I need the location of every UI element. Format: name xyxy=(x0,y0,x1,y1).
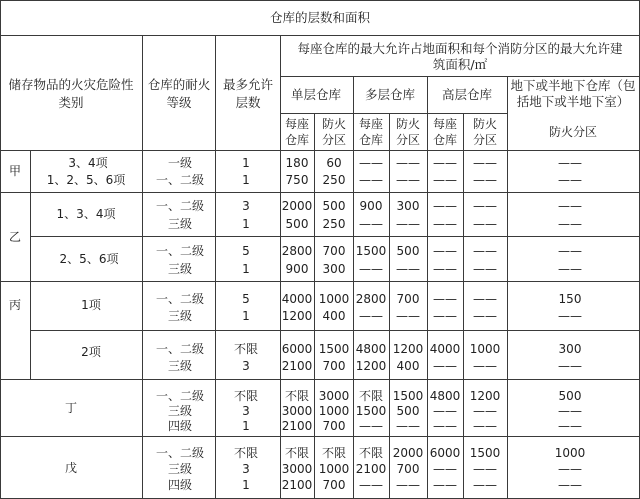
subheader-single-zone-1: 防火 xyxy=(321,117,347,131)
cell-yi_a1-m_b: 900 xyxy=(359,199,383,213)
cell-yi_a1-s_z: 500 xyxy=(322,199,346,213)
subheader-multi-building-1: 每座 xyxy=(358,117,384,131)
category-yi: 乙 xyxy=(8,230,22,244)
cell-jia_b-h_z: —— xyxy=(473,173,497,187)
rule-ding-bottom xyxy=(0,436,640,437)
cell-yi_b1-s_z: 700 xyxy=(322,244,346,258)
rule-header-bottom xyxy=(0,150,640,151)
cell-jia_b-s_b: 750 xyxy=(285,173,309,187)
rule-category-split xyxy=(30,150,31,379)
cell-ding_3-rating: 四级 xyxy=(167,419,193,433)
rule-multi-split xyxy=(389,113,390,499)
cell-bing_a2-u: —— xyxy=(558,309,582,323)
cell-bing_a2-m_z: —— xyxy=(396,309,420,323)
cell-wu_3-rating: 四级 xyxy=(167,478,193,492)
header-multi-story: 多层仓库 xyxy=(364,87,416,102)
cell-jia_a-h_z: —— xyxy=(473,156,497,170)
cell-yi_b2-s_z: 300 xyxy=(322,262,346,276)
item-bing-b: 2项 xyxy=(81,345,101,359)
cell-ding_2-rating: 三级 xyxy=(167,404,193,418)
cell-yi_b1-m_z: 500 xyxy=(396,244,420,258)
cell-yi_b2-m_z: —— xyxy=(396,262,420,276)
category-jia: 甲 xyxy=(8,164,22,178)
cell-bing_a1-u: 150 xyxy=(558,292,582,306)
cell-yi_b2-m_b: —— xyxy=(359,262,383,276)
cell-bing_b2-floors: 3 xyxy=(242,359,250,373)
cell-bing_a1-h_z: —— xyxy=(473,292,497,306)
cell-yi_a2-s_b: 500 xyxy=(285,217,309,231)
cell-yi_b2-rating: 三级 xyxy=(167,262,193,276)
rule-bing-bottom xyxy=(0,379,640,380)
header-underground-line1: 地下或半地下仓库（包 xyxy=(510,78,636,93)
cell-wu_1-rating: 一、二级 xyxy=(155,446,205,460)
header-underground-line2: 括地下或半地下室） xyxy=(516,94,630,109)
cell-wu_1-h_b: 6000 xyxy=(429,446,461,460)
cell-yi_a2-u: —— xyxy=(558,217,582,231)
cell-yi_a2-m_z: —— xyxy=(396,217,420,231)
rule-single-split xyxy=(314,113,315,499)
cell-wu_2-s_b: 3000 xyxy=(281,462,313,476)
cell-jia_a-u: —— xyxy=(558,156,582,170)
cell-ding_1-s_b: 不限 xyxy=(284,389,310,403)
cell-jia_b-h_b: —— xyxy=(433,173,457,187)
cell-ding_2-h_b: —— xyxy=(433,404,457,418)
cell-bing_a1-floors: 5 xyxy=(242,292,250,306)
cell-bing_b1-h_b: 4000 xyxy=(429,342,461,356)
cell-yi_b1-floors: 5 xyxy=(242,244,250,258)
cell-yi_a1-u: —— xyxy=(558,199,582,213)
cell-wu_2-m_z: 700 xyxy=(396,462,420,476)
cell-ding_3-m_b: —— xyxy=(359,419,383,433)
cell-ding_3-m_z: —— xyxy=(396,419,420,433)
cell-bing_b1-s_b: 6000 xyxy=(281,342,313,356)
cell-ding_2-s_b: 3000 xyxy=(281,404,313,418)
rule-col-rating xyxy=(142,35,143,499)
cell-wu_3-h_b: —— xyxy=(433,478,457,492)
cell-yi_b2-floors: 1 xyxy=(242,262,250,276)
subheader-multi-building-2: 仓库 xyxy=(358,133,384,147)
cell-wu_1-m_b: 不限 xyxy=(358,446,384,460)
cell-jia_b-u: —— xyxy=(558,173,582,187)
cell-bing_b1-h_z: 1000 xyxy=(469,342,501,356)
cell-ding_3-s_z: 700 xyxy=(322,419,346,433)
cell-bing_a2-s_b: 1200 xyxy=(281,309,313,323)
item-yi-b: 2、5、6项 xyxy=(59,252,119,266)
cell-yi_b2-h_b: —— xyxy=(433,262,457,276)
cell-yi_a1-h_b: —— xyxy=(433,199,457,213)
header-category-line2: 类别 xyxy=(58,95,84,110)
cell-wu_3-m_b: —— xyxy=(359,478,383,492)
cell-jia_a-s_b: 180 xyxy=(285,156,309,170)
cell-yi_b1-rating: 一、二级 xyxy=(155,244,205,258)
cell-yi_a1-h_z: —— xyxy=(473,199,497,213)
cell-ding_2-m_b: 1500 xyxy=(355,404,387,418)
subheader-single-building-1: 每座 xyxy=(284,117,310,131)
header-rating-line1: 仓库的耐火 xyxy=(147,77,211,92)
header-single-story: 单层仓库 xyxy=(290,87,342,102)
rule-area-header xyxy=(280,76,640,77)
cell-jia_a-m_b: —— xyxy=(359,156,383,170)
cell-wu_2-h_z: —— xyxy=(473,462,497,476)
cell-wu_1-m_z: 2000 xyxy=(392,446,424,460)
cell-jia_b-m_b: —— xyxy=(359,173,383,187)
cell-bing_b1-rating: 一、二级 xyxy=(155,342,205,356)
category-bing: 丙 xyxy=(8,298,22,312)
subheader-single-building-2: 仓库 xyxy=(284,133,310,147)
cell-bing_a1-rating: 一、二级 xyxy=(155,292,205,306)
cell-wu_3-floors: 1 xyxy=(242,478,250,492)
subheader-underground-zone: 防火分区 xyxy=(548,125,598,139)
subheader-high-building-2: 仓库 xyxy=(432,133,458,147)
item-yi-a: 1、3、4项 xyxy=(56,207,116,221)
cell-wu_3-s_b: 2100 xyxy=(281,478,313,492)
item-jia-b: 1、2、5、6项 xyxy=(46,173,126,187)
cell-bing_b1-floors: 不限 xyxy=(233,342,259,356)
cell-bing_b2-m_b: 1200 xyxy=(355,359,387,373)
cell-ding_1-h_z: 1200 xyxy=(469,389,501,403)
cell-yi_a2-s_z: 250 xyxy=(322,217,346,231)
rule-col-high xyxy=(427,76,428,499)
cell-ding_1-rating: 一、二级 xyxy=(155,389,205,403)
cell-bing_b1-s_z: 1500 xyxy=(318,342,350,356)
cell-bing_a1-h_b: —— xyxy=(433,292,457,306)
subheader-multi-zone-2: 分区 xyxy=(395,133,421,147)
cell-bing_b1-m_b: 4800 xyxy=(355,342,387,356)
cell-bing_b2-u: —— xyxy=(558,359,582,373)
cell-bing_b2-s_b: 2100 xyxy=(281,359,313,373)
cell-yi_a2-h_z: —— xyxy=(473,217,497,231)
subheader-high-zone-2: 分区 xyxy=(472,133,498,147)
header-high-rise: 高层仓库 xyxy=(441,87,493,102)
cell-ding_1-m_z: 1500 xyxy=(392,389,424,403)
cell-yi_b1-h_z: —— xyxy=(473,244,497,258)
header-floors-line2: 层数 xyxy=(235,95,261,110)
cell-wu_1-s_z: 不限 xyxy=(321,446,347,460)
cell-bing_b1-u: 300 xyxy=(558,342,582,356)
category-ding: 丁 xyxy=(64,401,78,415)
cell-bing_a1-m_z: 700 xyxy=(396,292,420,306)
cell-bing_b2-h_z: —— xyxy=(473,359,497,373)
cell-wu_3-s_z: 700 xyxy=(322,478,346,492)
cell-jia_b-m_z: —— xyxy=(396,173,420,187)
cell-ding_3-floors: 1 xyxy=(242,419,250,433)
cell-ding_1-floors: 不限 xyxy=(233,389,259,403)
cell-jia_a-h_b: —— xyxy=(433,156,457,170)
cell-bing_b2-m_z: 400 xyxy=(396,359,420,373)
table-title: 仓库的层数和面积 xyxy=(269,10,371,25)
cell-ding_2-floors: 3 xyxy=(242,404,250,418)
header-category-line1: 储存物品的火灾危险性 xyxy=(8,77,134,92)
cell-wu_3-u: —— xyxy=(558,478,582,492)
cell-bing_a2-rating: 三级 xyxy=(167,309,193,323)
cell-wu_2-rating: 三级 xyxy=(167,462,193,476)
border-left xyxy=(0,0,1,499)
cell-bing_b1-m_z: 1200 xyxy=(392,342,424,356)
cell-bing_b2-s_z: 700 xyxy=(322,359,346,373)
cell-wu_1-s_b: 不限 xyxy=(284,446,310,460)
border-top xyxy=(0,0,640,1)
cell-yi_b2-s_b: 900 xyxy=(285,262,309,276)
cell-yi_a1-s_b: 2000 xyxy=(281,199,313,213)
subheader-high-building-1: 每座 xyxy=(432,117,458,131)
cell-wu_2-floors: 3 xyxy=(242,462,250,476)
header-area-line1: 每座仓库的最大允许占地面积和每个消防分区的最大允许建 xyxy=(297,41,623,56)
header-area-line2: 筑面积/㎡ xyxy=(432,57,488,72)
cell-ding_3-s_b: 2100 xyxy=(281,419,313,433)
item-jia-a: 3、4项 xyxy=(68,156,108,170)
cell-yi_a2-floors: 1 xyxy=(242,217,250,231)
cell-ding_3-h_b: —— xyxy=(433,419,457,433)
rule-yi-bottom xyxy=(0,281,640,282)
cell-yi_b1-u: —— xyxy=(558,244,582,258)
cell-ding_3-u: —— xyxy=(558,419,582,433)
rule-title xyxy=(0,35,640,36)
cell-bing_a2-h_z: —— xyxy=(473,309,497,323)
category-wu: 戊 xyxy=(64,461,78,475)
rule-col-multi xyxy=(353,76,354,499)
rule-bing-a-bottom xyxy=(30,330,640,331)
subheader-high-zone-1: 防火 xyxy=(472,117,498,131)
cell-bing_a2-floors: 1 xyxy=(242,309,250,323)
cell-wu_1-u: 1000 xyxy=(554,446,586,460)
header-rating-line2: 等级 xyxy=(166,95,192,110)
cell-wu_2-s_z: 1000 xyxy=(318,462,350,476)
subheader-single-zone-2: 分区 xyxy=(321,133,347,147)
cell-wu_2-u: —— xyxy=(558,462,582,476)
cell-ding_2-m_z: 500 xyxy=(396,404,420,418)
cell-wu_2-h_b: —— xyxy=(433,462,457,476)
cell-jia_a-m_z: —— xyxy=(396,156,420,170)
cell-bing_a2-s_z: 400 xyxy=(322,309,346,323)
cell-jia_a-s_z: 60 xyxy=(326,156,342,170)
item-bing-a: 1项 xyxy=(81,298,101,312)
header-floors-line1: 最多允许 xyxy=(222,77,274,92)
cell-yi_b2-h_z: —— xyxy=(473,262,497,276)
cell-bing_a1-m_b: 2800 xyxy=(355,292,387,306)
rule-yi-a-bottom xyxy=(30,236,640,237)
cell-yi_a1-m_z: 300 xyxy=(396,199,420,213)
cell-ding_2-h_z: —— xyxy=(473,404,497,418)
cell-ding_1-s_z: 3000 xyxy=(318,389,350,403)
cell-yi_b2-u: —— xyxy=(558,262,582,276)
cell-ding_2-u: —— xyxy=(558,404,582,418)
rule-high-split xyxy=(463,113,464,499)
cell-wu_3-h_z: —— xyxy=(473,478,497,492)
rule-col-underground xyxy=(507,76,508,499)
cell-ding_1-u: 500 xyxy=(558,389,582,403)
cell-wu_3-m_z: —— xyxy=(396,478,420,492)
cell-ding_1-m_b: 不限 xyxy=(358,389,384,403)
cell-jia_b-s_z: 250 xyxy=(322,173,346,187)
cell-wu_2-m_b: 2100 xyxy=(355,462,387,476)
cell-yi_a2-m_b: —— xyxy=(359,217,383,231)
cell-wu_1-floors: 不限 xyxy=(233,446,259,460)
rule-col-floors xyxy=(215,35,216,499)
cell-bing_a1-s_z: 1000 xyxy=(318,292,350,306)
cell-bing_b2-h_b: —— xyxy=(433,359,457,373)
cell-bing_b2-rating: 三级 xyxy=(167,359,193,373)
cell-yi_a1-rating: 一、二级 xyxy=(155,199,205,213)
cell-yi_b1-h_b: —— xyxy=(433,244,457,258)
cell-yi_a2-h_b: —— xyxy=(433,217,457,231)
cell-yi_a2-rating: 三级 xyxy=(167,217,193,231)
cell-jia_b-rating: 一、二级 xyxy=(155,173,205,187)
rule-jia-bottom xyxy=(0,192,640,193)
cell-jia_a-floors: 1 xyxy=(242,156,250,170)
cell-ding_2-s_z: 1000 xyxy=(318,404,350,418)
cell-wu_1-h_z: 1500 xyxy=(469,446,501,460)
cell-bing_a2-h_b: —— xyxy=(433,309,457,323)
cell-yi_b1-m_b: 1500 xyxy=(355,244,387,258)
cell-yi_b1-s_b: 2800 xyxy=(281,244,313,258)
cell-jia_b-floors: 1 xyxy=(242,173,250,187)
cell-jia_a-rating: 一级 xyxy=(167,156,193,170)
subheader-multi-zone-1: 防火 xyxy=(395,117,421,131)
cell-ding_1-h_b: 4800 xyxy=(429,389,461,403)
cell-bing_a1-s_b: 4000 xyxy=(281,292,313,306)
cell-yi_a1-floors: 3 xyxy=(242,199,250,213)
cell-ding_3-h_z: —— xyxy=(473,419,497,433)
cell-bing_a2-m_b: —— xyxy=(359,309,383,323)
